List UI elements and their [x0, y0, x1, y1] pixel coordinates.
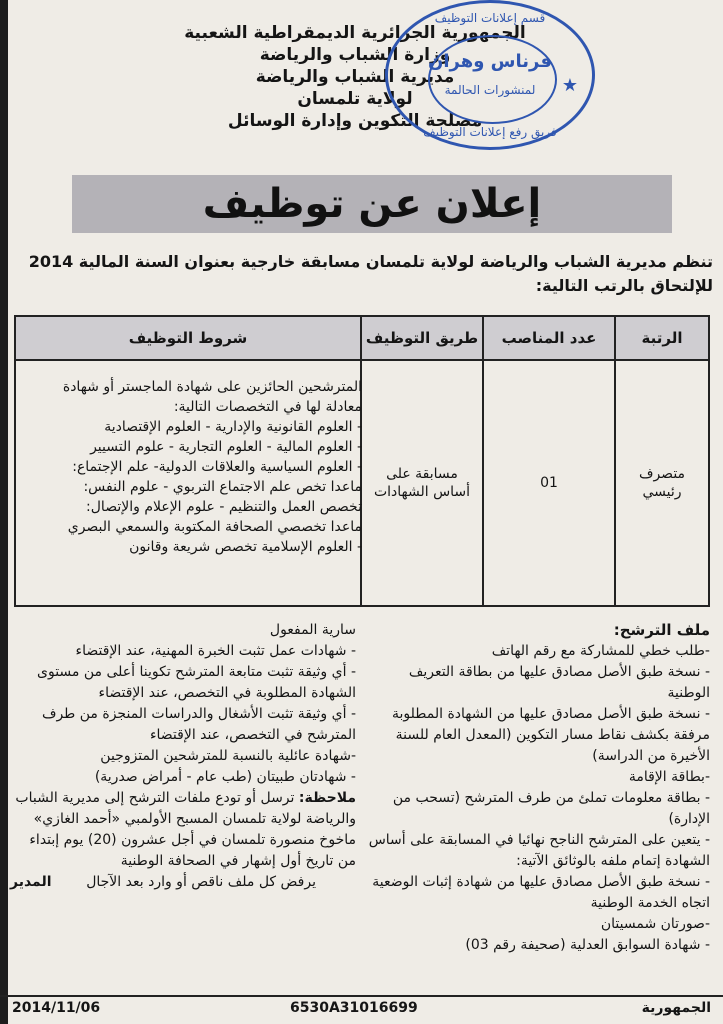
dossier-item: - بطاقة معلومات تملئ من طرف المترشح (تسحب من الإدارة): [392, 790, 710, 827]
document-item: - شهادتان طبيتان (طب عام - أمراض صدرية): [94, 769, 356, 785]
signature: المدير: [10, 874, 52, 890]
dossier-item: - يتعين على المترشح الناجح نهائيا في المسابقة على أساس الشهادة إتمام ملفه بالوثائق الآتية:: [368, 832, 710, 869]
condition-line: ماعدا تخصصي الصحافة المكتوبة والسمعي البصري: [67, 519, 362, 535]
dossier-item: - نسخة طبق الأصل مصادق عليها من الشهادة المطلوبة مرفقة بكشف نقاط مسار التكوين (المعدل العام للسنة الأخيرة من الدراسة): [391, 706, 710, 764]
note-text: ترسل أو تودع ملفات الترشح إلى مديرية الشباب والرياضة لولاية تلمسان المسبح الأولمبي «أحمد الغازي» ماخوخ منصورة تلمسان في أجل عشرون (20) يوم إبتداء من تاريخ أول إشهار في الصحافة الوطنية: [15, 790, 356, 869]
document-item: - أي وثيقة تثبت متابعة المترشح تكوينا أعلى من مستوى الشهادة المطلوبة في التخصص، عند الإقتضاء: [37, 664, 356, 701]
header-line-3: مديرية الشباب والرياضة: [255, 67, 455, 87]
stamp-inner-ring: [428, 35, 557, 124]
dossier-item: - نسخة طبق الأصل مصادق عليها من بطاقة التعريف الوطنية: [408, 664, 710, 701]
document-item: سارية المفعول: [269, 622, 356, 638]
condition-line: - العلوم الإسلامية تخصص شريعة وقانون: [129, 539, 362, 555]
stamp-top-text: قسم إعلانات التوظيف: [434, 11, 546, 25]
banner-title: إعلان عن توظيف: [202, 181, 542, 227]
stamp-center-subtext: لمنشورات الحالمة: [444, 83, 536, 97]
footer-date: 2014/11/06: [12, 1000, 101, 1016]
header-line-4: لولاية تلمسان: [297, 89, 413, 109]
dossier-column: [362, 620, 710, 956]
stamp-bottom-text: فريق رفع إعلانات التوظيف: [423, 125, 557, 139]
footer-reference: 6530A31016699: [290, 1000, 418, 1016]
blue-stamp: [385, 0, 595, 150]
dossier-item: -صورتان شمسيتان: [600, 916, 710, 932]
dossier-item: - شهادة السوابق العدلية (صحيفة رقم 03): [465, 937, 710, 953]
column-divider: [482, 317, 484, 605]
header-positions: عدد المناصب: [484, 317, 614, 361]
condition-line: - العلوم المالية - العلوم التجارية - علوم التسيير: [90, 439, 362, 455]
header-rank: الرتبة: [616, 317, 708, 361]
footer-divider: [0, 995, 723, 997]
header-line-1: الجمهورية الجزائرية الديمقراطية الشعبية: [184, 23, 526, 43]
header-method: طريق التوظيف: [362, 317, 482, 361]
method-cell: مسابقة على أساس الشهادات: [373, 466, 471, 500]
intro-line-2: للإلتحاق بالرتب التالية:: [535, 276, 713, 295]
announcement-banner: [72, 175, 672, 233]
condition-line: تخصص العمل والتنظيم - علوم الإعلام والإتصال:: [86, 499, 362, 515]
footer-newspaper: الجمهورية: [641, 1000, 711, 1016]
condition-line: - العلوم القانونية والإدارية - العلوم الإقتصادية: [104, 419, 362, 435]
scan-edge: [0, 0, 8, 1024]
positions-cell: 01: [540, 475, 558, 491]
column-divider: [614, 317, 616, 605]
rank-cell: متصرف رئيسي: [638, 466, 686, 500]
conditions-cell: [26, 377, 362, 557]
header-line-5: مصلحة التكوين وإدارة الوسائل: [227, 111, 483, 131]
note-title: ملاحظة:: [298, 790, 356, 806]
intro-paragraph: [10, 250, 713, 298]
header-line-2: وزارة الشباب والرياضة: [259, 45, 451, 65]
document-item: -شهادة عائلية بالنسبة للمترشحين المتزوجين: [100, 748, 356, 764]
dossier-item: -طلب خطي للمشاركة مع رقم الهاتف: [491, 643, 710, 659]
document-item: - أي وثيقة تثبت الأشغال والدراسات المنجزة من طرف المترشح في التخصص، عند الإقتضاء: [41, 706, 356, 743]
condition-line: - العلوم السياسية والعلاقات الدولية- علم الإجتماع:: [72, 459, 362, 475]
star-icon: ★: [561, 75, 578, 96]
header-conditions: شروط التوظيف: [16, 317, 360, 361]
intro-line-1: تنظم مديرية الشباب والرياضة لولاية تلمسان مسابقة خارجية بعنوان السنة المالية 2014: [28, 252, 713, 271]
condition-line: ماعدا تخص علم الاجتماع التربوي - علوم النفس:: [83, 479, 362, 495]
dossier-title: ملف الترشح:: [613, 621, 710, 639]
document-item: - شهادات عمل تثبت الخبرة المهنية، عند الإقتضاء: [75, 643, 356, 659]
stamp-center-text: فرناس وهران: [427, 51, 552, 72]
reject-notice: يرفض كل ملف ناقص أو وارد بعد الآجال: [86, 874, 316, 890]
dossier-item: -بطاقة الإقامة: [628, 769, 710, 785]
recruitment-table: [14, 315, 710, 607]
condition-line: المترشحين الحائزين على شهادة الماجستر أو شهادة معادلة لها في التخصصات التالية:: [62, 379, 362, 415]
dossier-item: - نسخة طبق الأصل مصادق عليها من شهادة إثبات الوضعية اتجاه الخدمة الوطنية: [372, 874, 710, 911]
documents-column: [10, 620, 356, 893]
